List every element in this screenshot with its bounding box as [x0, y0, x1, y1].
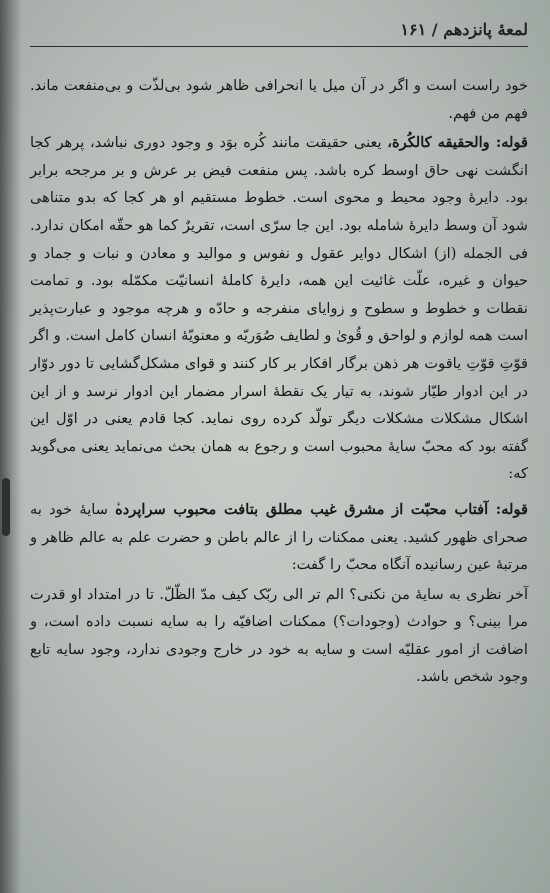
paragraph	[30, 72, 528, 127]
paragraph-text: آخر نظری به سایهٔ من نکنی؟ الم تر الی ربّک کیف مدّ الظّلّ. تا در امتداد او قدرت مرا بینی؟ و حوادث (وجودات؟) ممکنات اضافیّه را به سایه نسبت داده است، و اضافت از امور عقلیّه است و سایه به خود در خارج وجودی ندارد، وجود سایه تابع وجود شخص باشد.	[30, 585, 528, 686]
paragraph	[30, 496, 528, 579]
page-body	[30, 72, 528, 691]
binding-shadow	[0, 0, 22, 893]
paragraph-text: یعنی حقیقت مانند کُره بوَد و وجود دوری نباشد، پرهر کجا انگشت نهی حاق اوسط کره باشد. پس منفعت فیض بر عرش و بر مرجحه برابر بود. دایرهٔ وجود محیط و محوی است. خطوط مستقیم او هر کجا که بدو متناهی شود آن وسط دایرهٔ شامله بود. این جا سرّی است، تقریرٌ کما هو حقّه امکان ندارد. فی الجمله (از) اشکال دوایر عقول و نفوس و موالید و معادن و نبات و جماد و حیوان و غیره، علّت غائیت این همه، دایرهٔ کاملهٔ انسانیّت مکمّله بود. و تمامت نقطات و خطوط و سطوح و زوایای منفرجه و حادّه و هرچه موجود و عبارت‌پذیر است همه لوازم و لواحق و قُویٰ و لطایف صُوَریّه و معنویّهٔ انسان کامل است. و اگر قوّتِ قوّتِ یاقوت هر ذهن برگار افکار بر کار کنند و قوای مشکل‌گشایی تا دور دوّار در این ادوار طیّار شوند، به تیار یک نقطهٔ اسرار مضمار این ادوار نرسد و از این اشکال مشکلات مشکلات دیگر تولّد کرده روی نماید. کجا قادم یعنی در اوّل این گفته بود که محبّ سایهٔ محبوب است و رجوع به همان بحث می‌نماید یعنی می‌گوید که:	[30, 134, 528, 483]
paragraph	[30, 129, 528, 488]
paragraph-text: خود راست است و اگر در آن میل یا انحرافی ظاهر شود بی‌لذّت و بی‌منفعت ماند. فهم من فهم.	[30, 77, 528, 122]
paragraph-text: ٔ سایهٔ خود به صحرای ظهور کشید. یعنی ممکنات را از عالم باطن و حضرت علم به عالم ظاهر و مرتبهٔ عین رسانیده آنگاه محبّ را گفت:	[30, 500, 528, 574]
page-header	[30, 14, 528, 44]
paragraph	[30, 581, 528, 691]
quote-lead: قوله: آفتاب محبّت از مشرق غیب مطلق بتافت محبوب سراپرده	[115, 500, 528, 518]
paragraph-gap	[30, 488, 528, 494]
binding-mark	[2, 478, 10, 536]
quote-lead: قوله: والحقیقه کالکُرة،	[387, 134, 528, 152]
running-head: لمعهٔ پانزدهم / ۱۶۱	[400, 20, 528, 39]
header-rule	[30, 46, 528, 47]
